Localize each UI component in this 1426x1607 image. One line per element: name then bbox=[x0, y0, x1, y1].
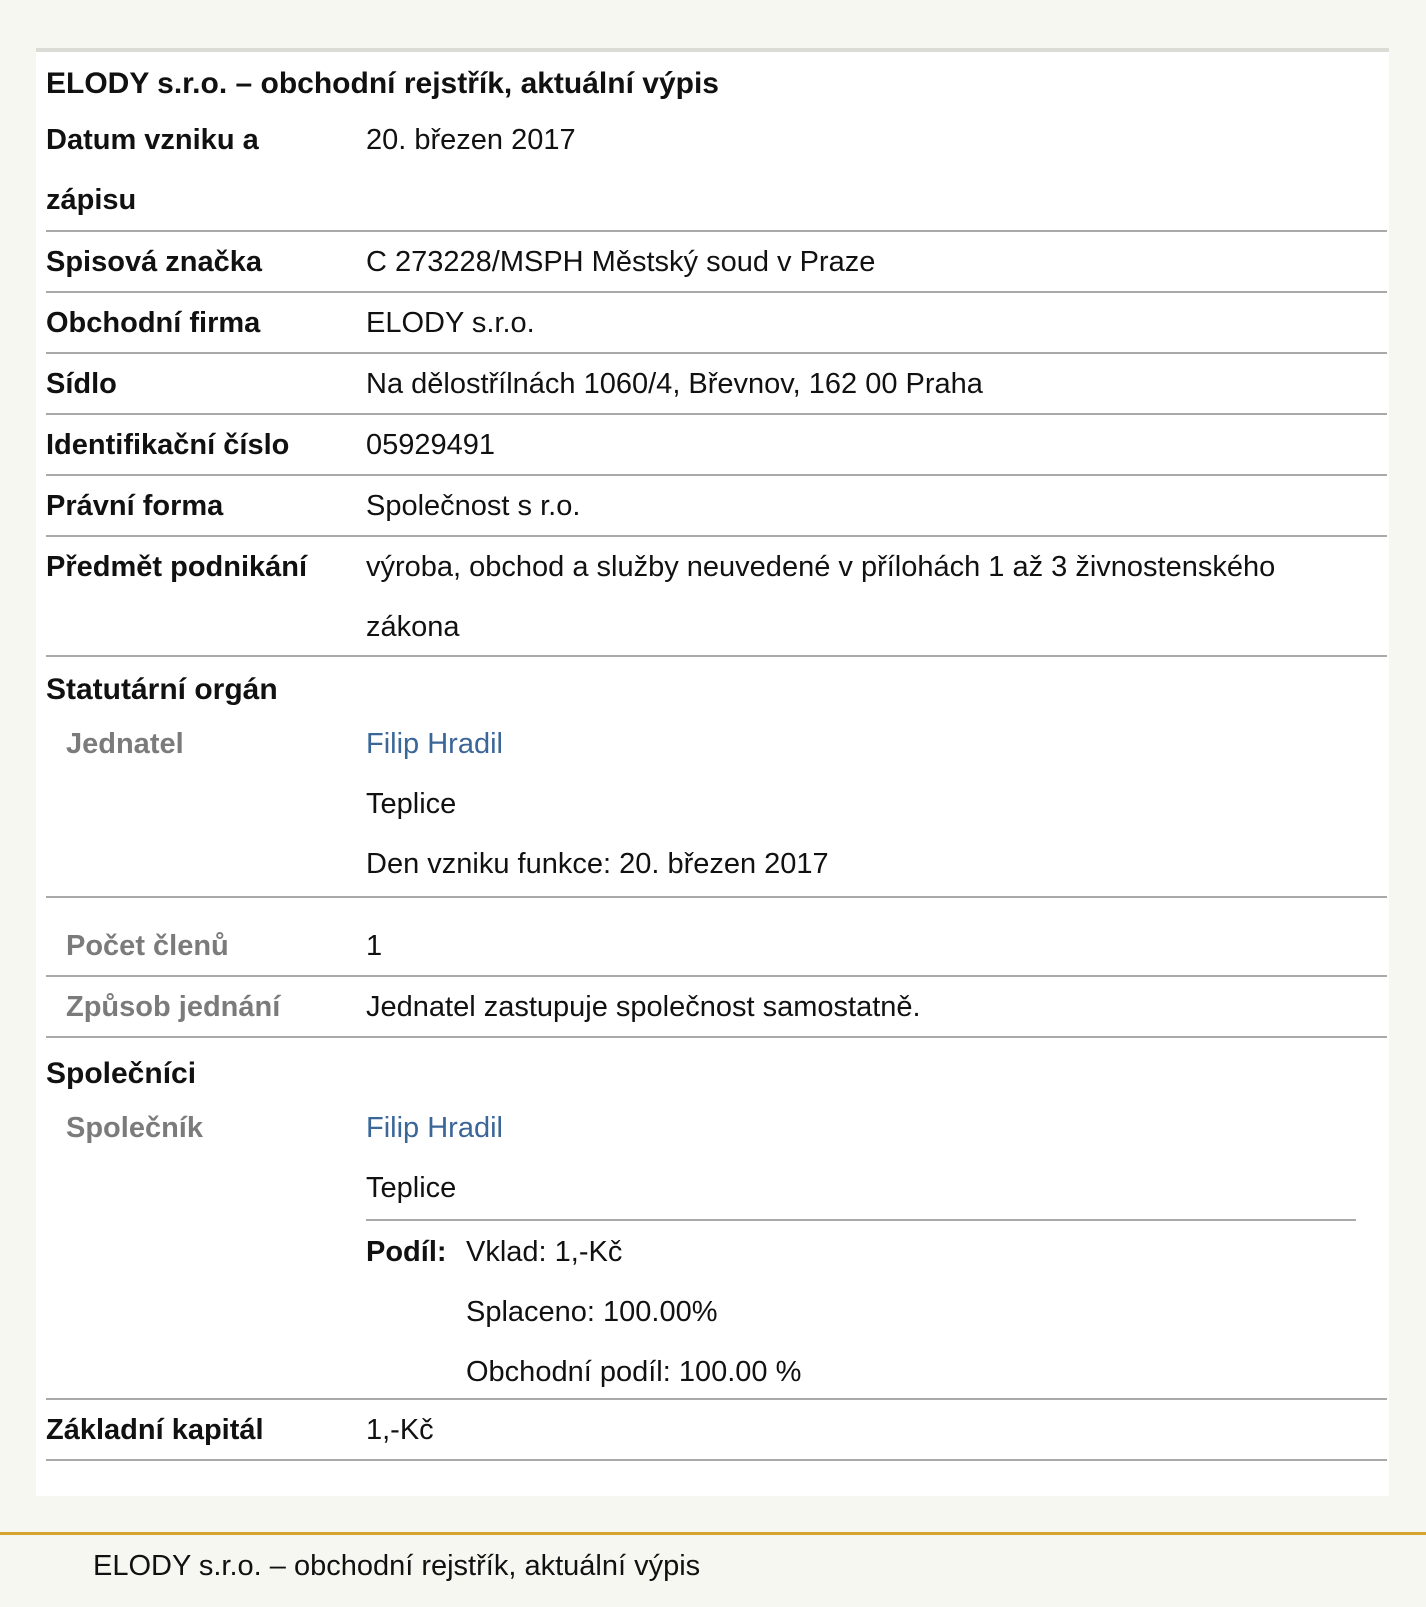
row-value: 1,-Kč bbox=[366, 1414, 434, 1446]
person-city: Teplice bbox=[366, 788, 457, 820]
row-value: Na dělostřílnách 1060/4, Břevnov, 162 00 Praha bbox=[366, 368, 983, 400]
row-spisova-znacka bbox=[46, 232, 1387, 293]
person-link[interactable]: Filip Hradil bbox=[366, 1112, 503, 1144]
row-label: Jednatel bbox=[66, 728, 184, 760]
row-label: Společník bbox=[66, 1112, 203, 1144]
footer-bar bbox=[0, 1532, 1426, 1607]
person-link[interactable]: Filip Hradil bbox=[366, 728, 503, 760]
row-datum-vzniku bbox=[46, 110, 1387, 232]
podil-splaceno: Splaceno: 100.00% bbox=[466, 1296, 718, 1328]
row-value bbox=[366, 714, 829, 894]
row-label: Předmět podnikání bbox=[46, 551, 308, 583]
row-label: Spisová značka bbox=[46, 246, 262, 278]
row-value: C 273228/MSPH Městský soud v Praze bbox=[366, 246, 876, 278]
podil-divider bbox=[366, 1219, 1356, 1221]
row-label: Datum vzniku a zápisu bbox=[46, 124, 259, 216]
row-identifikacni-cislo bbox=[46, 415, 1387, 476]
register-extract-card bbox=[36, 48, 1389, 1496]
row-value-line: výroba, obchod a služby neuvedené v přílohách 1 až 3 živnostenského bbox=[366, 551, 1276, 583]
page-title: ELODY s.r.o. – obchodní rejstřík, aktuální výpis bbox=[46, 67, 719, 100]
podil-vklad: Vklad: 1,-Kč bbox=[466, 1236, 623, 1268]
row-spolecnik bbox=[46, 1098, 1387, 1400]
row-label: Identifikační číslo bbox=[46, 429, 290, 461]
row-value-line: zákona bbox=[366, 611, 460, 643]
row-value bbox=[366, 537, 1275, 657]
row-jednatel bbox=[46, 714, 1387, 898]
row-label: Základní kapitál bbox=[46, 1414, 264, 1446]
row-label: Sídlo bbox=[46, 368, 117, 400]
row-label: Počet členů bbox=[66, 930, 229, 962]
section-heading-spolecnici: Společníci bbox=[46, 1057, 197, 1090]
podil-obchodni: Obchodní podíl: 100.00 % bbox=[466, 1356, 802, 1388]
row-label: Způsob jednání bbox=[66, 991, 281, 1023]
footer-caption: ELODY s.r.o. – obchodní rejstřík, aktuální výpis bbox=[93, 1550, 701, 1582]
row-value: 1 bbox=[366, 930, 383, 962]
row-pocet-clenu bbox=[46, 916, 1387, 977]
person-city: Teplice bbox=[366, 1172, 457, 1204]
row-pravni-forma bbox=[46, 476, 1387, 537]
section-heading-statutarni-organ: Statutární orgán bbox=[46, 673, 278, 706]
row-zpusob-jednani bbox=[46, 977, 1387, 1038]
row-value bbox=[366, 1098, 503, 1218]
row-value: 20. březen 2017 bbox=[366, 124, 576, 156]
row-value: Společnost s r.o. bbox=[366, 490, 581, 522]
row-predmet-podnikani bbox=[46, 537, 1387, 657]
row-label: Obchodní firma bbox=[46, 307, 261, 339]
row-zakladni-kapital bbox=[46, 1400, 1387, 1461]
function-start-date: Den vzniku funkce: 20. březen 2017 bbox=[366, 848, 829, 880]
podil-details bbox=[466, 1222, 801, 1402]
row-value: 05929491 bbox=[366, 429, 496, 461]
row-sidlo bbox=[46, 354, 1387, 415]
row-value: Jednatel zastupuje společnost samostatně. bbox=[366, 991, 921, 1023]
podil-label: Podíl: bbox=[366, 1236, 447, 1268]
row-obchodni-firma bbox=[46, 293, 1387, 354]
row-label: Právní forma bbox=[46, 490, 224, 522]
row-value: ELODY s.r.o. bbox=[366, 307, 535, 339]
